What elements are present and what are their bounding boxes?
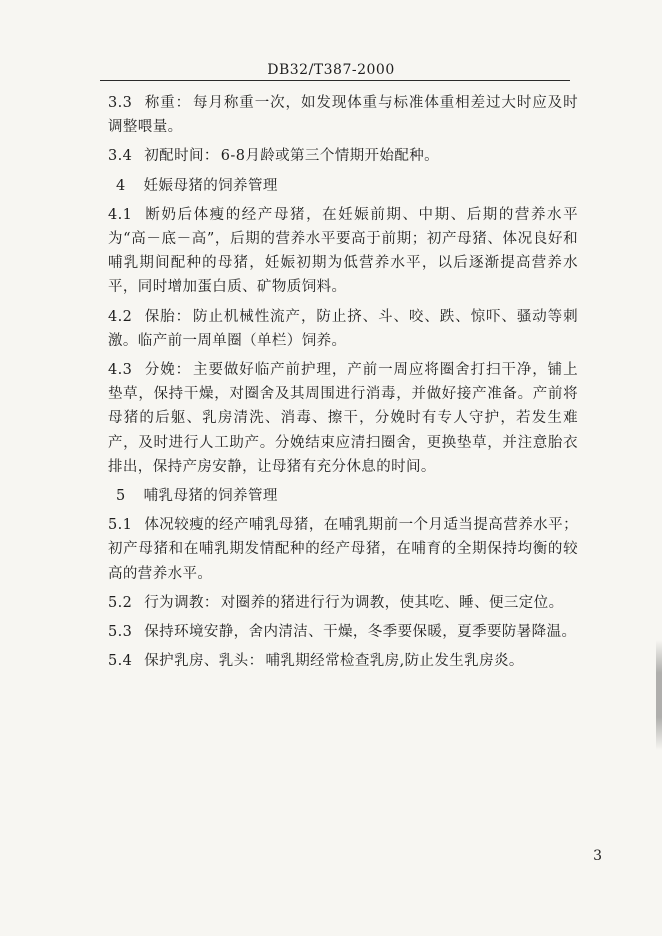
section-heading-5: 5 哺乳母猪的饲养管理 [116,488,278,505]
clause-4-2: 4.2 保胎： 防止机械性流产，防止挤、斗、咬、跌、惊吓、骚动等刺激。临产前一周单圈（单栏）饲养。 [108,308,578,349]
clause-4-1: 4.1 断奶后体瘦的经产母猪，在妊娠前期、中期、后期的营养水平为“高－底－高”，后期的营养水平要高于前期；初产母猪、体况良好和哺乳期间配种的母猪，妊娠初期为低营养水平，以后逐渐提高营养水平，同时增加蛋白质、矿物质饲料。 [108,206,578,296]
scan-edge-shadow [656,640,662,750]
document-body [108,86,578,673]
clause-3-3: 3.3 称重： 每月称重一次，如发现体重与标准体重相差过大时应及时调整喂量。 [108,95,578,136]
clause-5-1: 5.1 体况较瘦的经产哺乳母猪，在哺乳期前一个月适当提高营养水平；初产母猪和在哺乳期发情配种的经产母猪，在哺育的全期保持均衡的较高的营养水平。 [108,517,578,582]
clause-5-3: 5.3 保持环境安静，舍内清洁、干燥，冬季要保暖，夏季要防暑降温。 [108,624,577,641]
clause-4-3: 4.3 分娩： 主要做好临产前护理，产前一周应将圈舍打扫干净，铺上垫草，保持干燥，对圈舍及其周围进行消毒，并做好接产准备。产前将母猪的后躯、乳房清洗、消毒、擦干，分娩时有专人守护，若发生难产，及时进行人工助产。分娩结束应清扫圈舍，更换垫草，并注意胎衣排出，保持产房安静，让母猪有充分休息的时间。 [108,362,578,475]
clause-3-4: 3.4 初配时间： 6-8月龄或第三个情期开始配种。 [108,148,440,165]
clause-5-2: 5.2 行为调教： 对圈养的猪进行行为调教，使其吃、睡、便三定位。 [108,594,564,611]
page-number: 3 [593,848,602,864]
header-rule [100,80,570,81]
section-heading-4: 4 妊娠母猪的饲养管理 [116,177,278,194]
clause-5-4: 5.4 保护乳房、乳头： 哺乳期经常检查乳房,防止发生乳房炎。 [108,653,524,670]
document-code: DB32/T387-2000 [267,62,395,78]
